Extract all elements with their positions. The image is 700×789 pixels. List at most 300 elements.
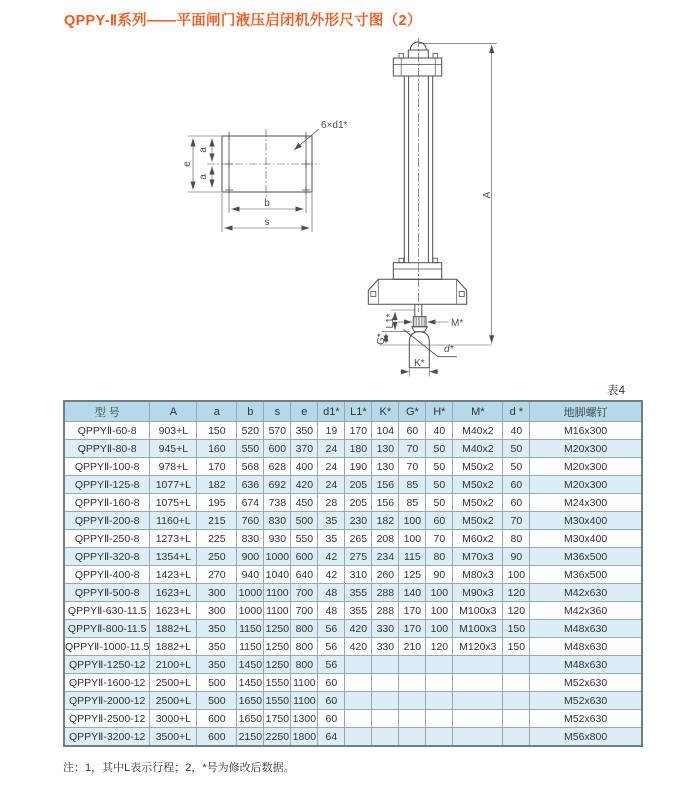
table-cell: 48 [318,602,345,620]
table-cell: 288 [372,584,399,602]
table-cell [453,656,503,674]
table-cell: 170 [345,422,372,440]
table-cell: M30x400 [530,512,642,530]
table-cell: 550 [291,530,318,548]
table-cell: M20x300 [530,458,642,476]
table-cell: 100 [503,566,530,584]
table-cell: 1100 [291,674,318,692]
table-cell: 830 [237,530,264,548]
table-cell: 42 [318,566,345,584]
table-cell: 1150 [237,638,264,656]
dim-label-s: s [264,217,270,228]
table-cell: 420 [345,638,372,656]
table-cell: M80x3 [453,566,503,584]
table-cell: M42x360 [530,602,642,620]
table-cell: QPPYⅡ-200-8 [64,512,150,530]
table-cell: 700 [291,602,318,620]
table-cell: 1623+L [150,602,197,620]
table-row [64,656,642,674]
table-cell: 64 [318,728,345,747]
table-caption: 表4 [607,385,625,397]
table-cell: 692 [264,476,291,494]
table-row [64,638,642,656]
table-cell: QPPYⅡ-320-8 [64,548,150,566]
table-cell: M24x300 [530,494,642,512]
table-cell: 140 [399,584,426,602]
table-cell: 2100+L [150,656,197,674]
table-cell: 640 [291,566,318,584]
table-cell: 674 [237,494,264,512]
table-cell: 1300 [291,710,318,728]
dim-label-d: d* [444,344,454,355]
table-cell: 205 [345,494,372,512]
table-cell: 940 [237,566,264,584]
table-cell: QPPYⅡ-80-8 [64,440,150,458]
table-cell: 250 [197,548,237,566]
table-row [64,566,642,584]
table-cell [453,692,503,710]
column-header: M* [453,401,503,422]
table-cell: 130 [372,458,399,476]
table-cell: QPPYⅡ-250-8 [64,530,150,548]
table-cell: 978+L [150,458,197,476]
table-cell: 1040 [264,566,291,584]
column-header: 地脚螺钉 [530,401,642,422]
table-cell: 56 [318,638,345,656]
table-cell [345,674,372,692]
table-cell: 600 [197,710,237,728]
table-cell: 208 [372,530,399,548]
column-header: 型 号 [64,401,150,422]
table-cell: 1250 [264,620,291,638]
table-cell: 182 [372,512,399,530]
table-cell: M50x2 [453,458,503,476]
table-cell: M100x3 [453,602,503,620]
table-cell [372,728,399,747]
table-cell: 70 [426,530,453,548]
table-cell: 205 [345,476,372,494]
table-cell: 600 [264,440,291,458]
table-row [64,458,642,476]
table-cell: M30x400 [530,530,642,548]
table-cell: QPPYⅡ-2000-12 [64,692,150,710]
table-cell: QPPYⅡ-60-8 [64,422,150,440]
table-cell: 24 [318,458,345,476]
table-cell: QPPYⅡ-125-8 [64,476,150,494]
table-cell: 1160+L [150,512,197,530]
table-cell: M52x630 [530,692,642,710]
table-cell: 1650 [237,692,264,710]
table-cell: M40x2 [453,440,503,458]
table-cell: 100 [426,620,453,638]
table-cell: 265 [345,530,372,548]
table-cell: 40 [426,422,453,440]
table-cell: M50x2 [453,512,503,530]
table-cell: 156 [372,494,399,512]
table-cell: 350 [197,638,237,656]
column-header: d1* [318,401,345,422]
table-cell: QPPYⅡ-160-8 [64,494,150,512]
column-header: A [150,401,197,422]
table-cell [503,674,530,692]
table-cell [345,710,372,728]
table-cell: M42x630 [530,584,642,602]
table-cell: 350 [197,620,237,638]
table-cell [426,692,453,710]
table-cell: QPPYⅡ-100-8 [64,458,150,476]
table-cell: 50 [426,458,453,476]
table-cell: 150 [503,620,530,638]
table-cell: 1800 [291,728,318,747]
table-header-row [64,401,642,422]
table-cell: 3000+L [150,710,197,728]
table-cell: M52x630 [530,674,642,692]
table-row [64,620,642,638]
column-header: G* [399,401,426,422]
table-cell: M36x500 [530,548,642,566]
table-cell: 1077+L [150,476,197,494]
table-cell: 120 [503,584,530,602]
table-cell: 260 [372,566,399,584]
table-cell: 80 [426,548,453,566]
table-cell: 568 [237,458,264,476]
table-cell [372,710,399,728]
table-cell: 350 [197,656,237,674]
table-cell: 1250 [264,656,291,674]
table-cell: 70 [503,512,530,530]
table-row [64,530,642,548]
table-cell: 270 [197,566,237,584]
table-cell: 48 [318,584,345,602]
table-cell: 450 [291,494,318,512]
table-cell: 550 [237,440,264,458]
table-cell: 355 [345,602,372,620]
table-cell: 2250 [264,728,291,747]
table-row [64,674,642,692]
column-header: K* [372,401,399,422]
table-cell [372,656,399,674]
table-cell: 520 [237,422,264,440]
table-cell: 930 [264,530,291,548]
table-cell: 1100 [264,584,291,602]
table-cell: 1354+L [150,548,197,566]
table-cell: 19 [318,422,345,440]
bolt-callout-label: 6×d1* [321,120,348,131]
column-header: L1* [345,401,372,422]
table-row [64,422,642,440]
table-cell: 70 [399,458,426,476]
table-cell: 1000 [264,548,291,566]
table-cell: 50 [503,458,530,476]
table-cell: 1100 [264,602,291,620]
table-cell: 830 [264,512,291,530]
table-row [64,476,642,494]
table-cell [399,710,426,728]
table-cell [503,656,530,674]
table-cell: 350 [291,422,318,440]
table-cell: 104 [372,422,399,440]
table-cell: 170 [399,602,426,620]
table-cell: M20x300 [530,440,642,458]
table-cell: 2500+L [150,692,197,710]
table-cell: 85 [399,476,426,494]
table-cell [503,692,530,710]
table-cell: 400 [291,458,318,476]
table-cell: 56 [318,656,345,674]
table-cell: 420 [345,620,372,638]
table-cell: 180 [345,440,372,458]
dim-label-a-bottom: a [198,174,209,180]
table-cell: M36x500 [530,566,642,584]
table-cell: 230 [345,512,372,530]
table-cell: 1450 [237,656,264,674]
table-row [64,728,642,747]
table-cell: 600 [197,728,237,747]
table-cell: 125 [399,566,426,584]
table-cell: 170 [197,458,237,476]
table-cell [426,656,453,674]
table-row [64,494,642,512]
table-cell: QPPYⅡ-1250-12 [64,656,150,674]
table-cell: 1750 [264,710,291,728]
table-cell: 330 [372,620,399,638]
table-cell: M50x2 [453,494,503,512]
table-cell: 100 [426,602,453,620]
table-cell: QPPYⅡ-1000-11.5 [64,638,150,656]
table-cell: 1273+L [150,530,197,548]
table-cell [345,692,372,710]
table-cell: 1550 [264,692,291,710]
table-cell: 738 [264,494,291,512]
table-cell: 3500+L [150,728,197,747]
dim-label-A: A [482,191,493,199]
table-cell: 225 [197,530,237,548]
table-cell: QPPYⅡ-500-8 [64,584,150,602]
table-cell: 70 [399,440,426,458]
table-cell: 900 [237,548,264,566]
table-cell [345,728,372,747]
table-cell: 760 [237,512,264,530]
table-cell: M90x3 [453,584,503,602]
table-cell [453,710,503,728]
table-cell [372,674,399,692]
table-cell: 60 [426,512,453,530]
table-cell: 130 [372,440,399,458]
dim-label-L1: L1* [385,313,396,329]
table-cell: 60 [503,494,530,512]
table-cell: 24 [318,440,345,458]
table-row [64,584,642,602]
table-cell [426,728,453,747]
table-cell: 60 [318,692,345,710]
table-cell: QPPYⅡ-800-11.5 [64,620,150,638]
table-cell: 1650 [237,710,264,728]
table-cell: 210 [399,638,426,656]
table-cell: 42 [318,548,345,566]
dim-label-b: b [264,198,270,209]
table-cell: 150 [197,422,237,440]
table-cell [426,710,453,728]
table-row [64,710,642,728]
table-cell: 100 [399,512,426,530]
table-cell [399,674,426,692]
table-cell: 1450 [237,674,264,692]
dim-label-M: M* [451,318,464,329]
table-cell: 50 [426,494,453,512]
table-cell: 2150 [237,728,264,747]
table-cell: 500 [197,674,237,692]
table-cell: 1550 [264,674,291,692]
table-cell: M48x630 [530,638,642,656]
table-cell [345,656,372,674]
table-cell: 50 [503,440,530,458]
table-cell: 160 [197,440,237,458]
table-cell: 628 [264,458,291,476]
table-row [64,548,642,566]
table-cell [399,692,426,710]
table-cell: 60 [503,476,530,494]
table-cell: M70x3 [453,548,503,566]
page-title: QPPY-Ⅱ系列——平面闸门液压启闭机外形尺寸图（2） [64,13,422,29]
table-row [64,692,642,710]
table-cell: 1250 [264,638,291,656]
table-cell: 300 [197,584,237,602]
table-cell: M120x3 [453,638,503,656]
table-cell: 800 [291,656,318,674]
table-cell: 115 [399,548,426,566]
table-cell [453,674,503,692]
table-cell: M48x630 [530,656,642,674]
table-cell: 150 [503,638,530,656]
table-cell: 500 [197,692,237,710]
table-cell: 636 [237,476,264,494]
table-cell: 800 [291,638,318,656]
table-cell: 1623+L [150,584,197,602]
table-cell: M50x2 [453,476,503,494]
dim-label-K: K* [414,358,425,369]
table-row [64,512,642,530]
column-header: e [291,401,318,422]
table-cell: QPPYⅡ-400-8 [64,566,150,584]
table-cell: 330 [372,638,399,656]
table-cell: 60 [318,674,345,692]
table-cell: 288 [372,602,399,620]
table-cell: QPPYⅡ-630-11.5 [64,602,150,620]
table-cell: 100 [399,530,426,548]
table-cell: M16x300 [530,422,642,440]
column-header: d * [503,401,530,422]
column-header: b [237,401,264,422]
table-cell: 1423+L [150,566,197,584]
table-cell: 800 [291,620,318,638]
table-cell: 570 [264,422,291,440]
table-cell: 40 [503,422,530,440]
table-cell: QPPYⅡ-3200-12 [64,728,150,747]
table-cell: 600 [291,548,318,566]
table-cell: 56 [318,620,345,638]
table-cell: 182 [197,476,237,494]
table-cell: 35 [318,512,345,530]
table-cell: 170 [399,620,426,638]
table-cell [503,710,530,728]
table-cell: 234 [372,548,399,566]
column-header: s [264,401,291,422]
table-cell: 60 [399,422,426,440]
table-cell: 120 [426,638,453,656]
table-row [64,440,642,458]
table-cell: 60 [318,710,345,728]
table-cell [372,692,399,710]
table-cell: 24 [318,476,345,494]
table-cell: 120 [503,602,530,620]
table-cell: M52x630 [530,710,642,728]
table-cell: 700 [291,584,318,602]
dim-label-G: G* [376,333,387,345]
table-cell: 1075+L [150,494,197,512]
table-cell: 85 [399,494,426,512]
column-header: H* [426,401,453,422]
footnote: 注：1，其中L表示行程；2，*号为修改后数据。 [63,762,295,774]
table-cell [503,728,530,747]
table-cell: 28 [318,494,345,512]
spec-table [63,400,643,747]
table-cell: M40x2 [453,422,503,440]
table-cell: 90 [426,566,453,584]
table-cell: QPPYⅡ-2500-12 [64,710,150,728]
table-cell: 945+L [150,440,197,458]
table-cell: 156 [372,476,399,494]
table-cell [453,728,503,747]
table-cell: 420 [291,476,318,494]
table-cell: 100 [426,584,453,602]
table-cell: 1882+L [150,620,197,638]
table-cell: 50 [426,440,453,458]
table-cell: 50 [426,476,453,494]
table-cell [399,656,426,674]
table-cell: 275 [345,548,372,566]
table-cell: 370 [291,440,318,458]
dim-label-a-top: a [198,147,209,153]
table-cell: 1000 [237,602,264,620]
table-cell: 90 [503,548,530,566]
table-cell: 1882+L [150,638,197,656]
table-cell: 35 [318,530,345,548]
table-cell: QPPYⅡ-1600-12 [64,674,150,692]
table-cell: M48x630 [530,620,642,638]
table-cell [426,674,453,692]
table-row [64,602,642,620]
table-cell: 215 [197,512,237,530]
table-cell: 500 [291,512,318,530]
table-cell: M56x800 [530,728,642,747]
table-cell: M20x300 [530,476,642,494]
table-cell: 2500+L [150,674,197,692]
table-cell: 1100 [291,692,318,710]
dim-label-e: e [182,161,193,167]
table-cell: 1150 [237,620,264,638]
table-cell: 310 [345,566,372,584]
table-cell: 80 [503,530,530,548]
table-cell [399,728,426,747]
table-cell: 300 [197,602,237,620]
table-cell: 195 [197,494,237,512]
table-cell: 903+L [150,422,197,440]
table-cell: M60x2 [453,530,503,548]
table-cell: 1000 [237,584,264,602]
column-header: a [197,401,237,422]
table-cell: M100x3 [453,620,503,638]
table-cell: 355 [345,584,372,602]
